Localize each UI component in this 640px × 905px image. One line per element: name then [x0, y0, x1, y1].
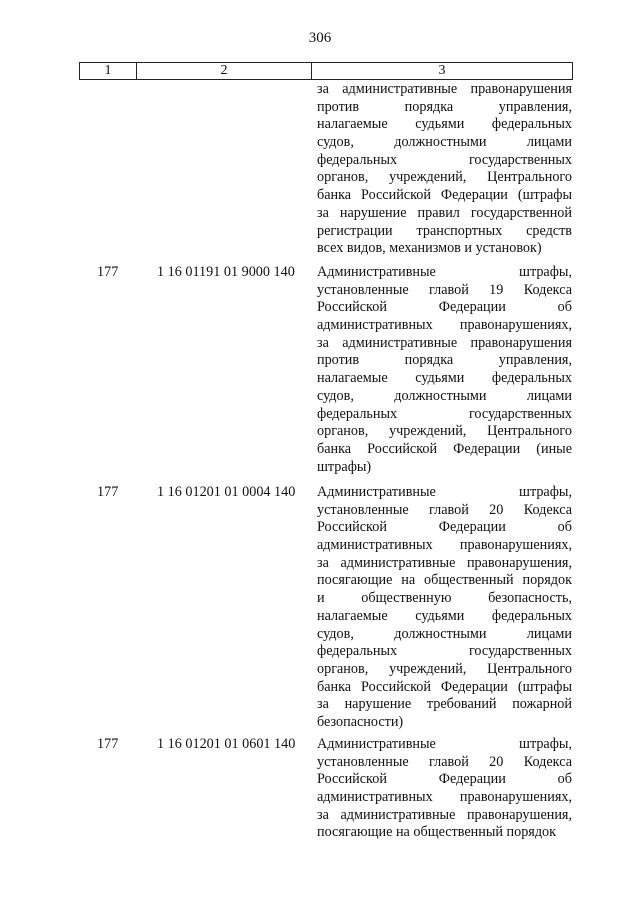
description-line: банка Российской Федерации (штрафы [317, 187, 572, 204]
table-header [79, 62, 573, 80]
description-line: Административные штрафы, [317, 264, 572, 280]
description-line: посягающие на общественный порядок [317, 572, 572, 589]
description-line: органов, учреждений, Центрального [317, 660, 572, 677]
description-line: за административные правонарушения, [317, 554, 572, 571]
description-line: установленные главой 20 Кодекса [317, 753, 572, 770]
description-line: за нарушение правил государственной [317, 204, 572, 221]
description-line: за административные правонарушения [317, 334, 572, 351]
income-description [317, 484, 572, 732]
description-line: федеральных государственных [317, 643, 572, 660]
description-line: Административные штрафы, [317, 484, 572, 500]
description-line: органов, учреждений, Центрального [317, 169, 572, 186]
description-line: штрафы) [317, 458, 372, 475]
description-line: налагаемые судьями федеральных [317, 116, 572, 133]
description-line: федеральных государственных [317, 405, 572, 422]
description-line: установленные главой 19 Кодекса [317, 281, 572, 298]
description-line: банка Российской Федерации (иные [317, 440, 572, 457]
admin-code: 177 [97, 264, 119, 280]
description-line: против порядка управления, [317, 98, 572, 115]
page-number: 306 [308, 30, 332, 46]
description-line: безопасности) [317, 713, 404, 730]
description-line: федеральных государственных [317, 151, 572, 168]
description-line: судов, должностными лицами [317, 625, 572, 642]
description-line: административных правонарушениях, [317, 537, 572, 554]
admin-code: 177 [97, 484, 119, 500]
budget-classification-code: 1 16 01191 01 9000 140 [157, 264, 295, 280]
description-line: Российской Федерации об [317, 519, 572, 536]
header-col-1: 1 [80, 63, 137, 79]
income-description [317, 736, 572, 842]
description-line: административных правонарушениях, [317, 789, 572, 806]
description-line: органов, учреждений, Центрального [317, 423, 572, 440]
description-line: судов, должностными лицами [317, 387, 572, 404]
description-line: Административные штрафы, [317, 736, 572, 752]
description-line: всех видов, механизмов и установок) [317, 240, 542, 257]
income-description [317, 81, 572, 258]
description-line: регистрации транспортных средств [317, 222, 572, 239]
description-line: налагаемые судьями федеральных [317, 370, 572, 387]
description-line: судов, должностными лицами [317, 134, 572, 151]
description-line: установленные главой 20 Кодекса [317, 501, 572, 518]
description-line: налагаемые судьями федеральных [317, 607, 572, 624]
description-line: Российской Федерации об [317, 771, 572, 788]
budget-classification-code: 1 16 01201 01 0601 140 [157, 736, 296, 752]
description-line: за административные правонарушения [317, 81, 572, 97]
description-line: за административные правонарушения, [317, 806, 572, 823]
admin-code: 177 [97, 736, 119, 752]
description-line: посягающие на общественный порядок [317, 824, 557, 841]
header-col-3: 3 [438, 63, 446, 78]
description-line: за нарушение требований пожарной [317, 696, 572, 713]
header-col-2: 2 [137, 63, 312, 79]
description-line: и общественную безопасность, [317, 590, 572, 607]
budget-classification-code: 1 16 01201 01 0004 140 [157, 484, 296, 500]
income-description [317, 264, 572, 476]
description-line: Российской Федерации об [317, 299, 572, 316]
description-line: банка Российской Федерации (штрафы [317, 678, 572, 695]
description-line: против порядка управления, [317, 352, 572, 369]
description-line: административных правонарушениях, [317, 317, 572, 334]
